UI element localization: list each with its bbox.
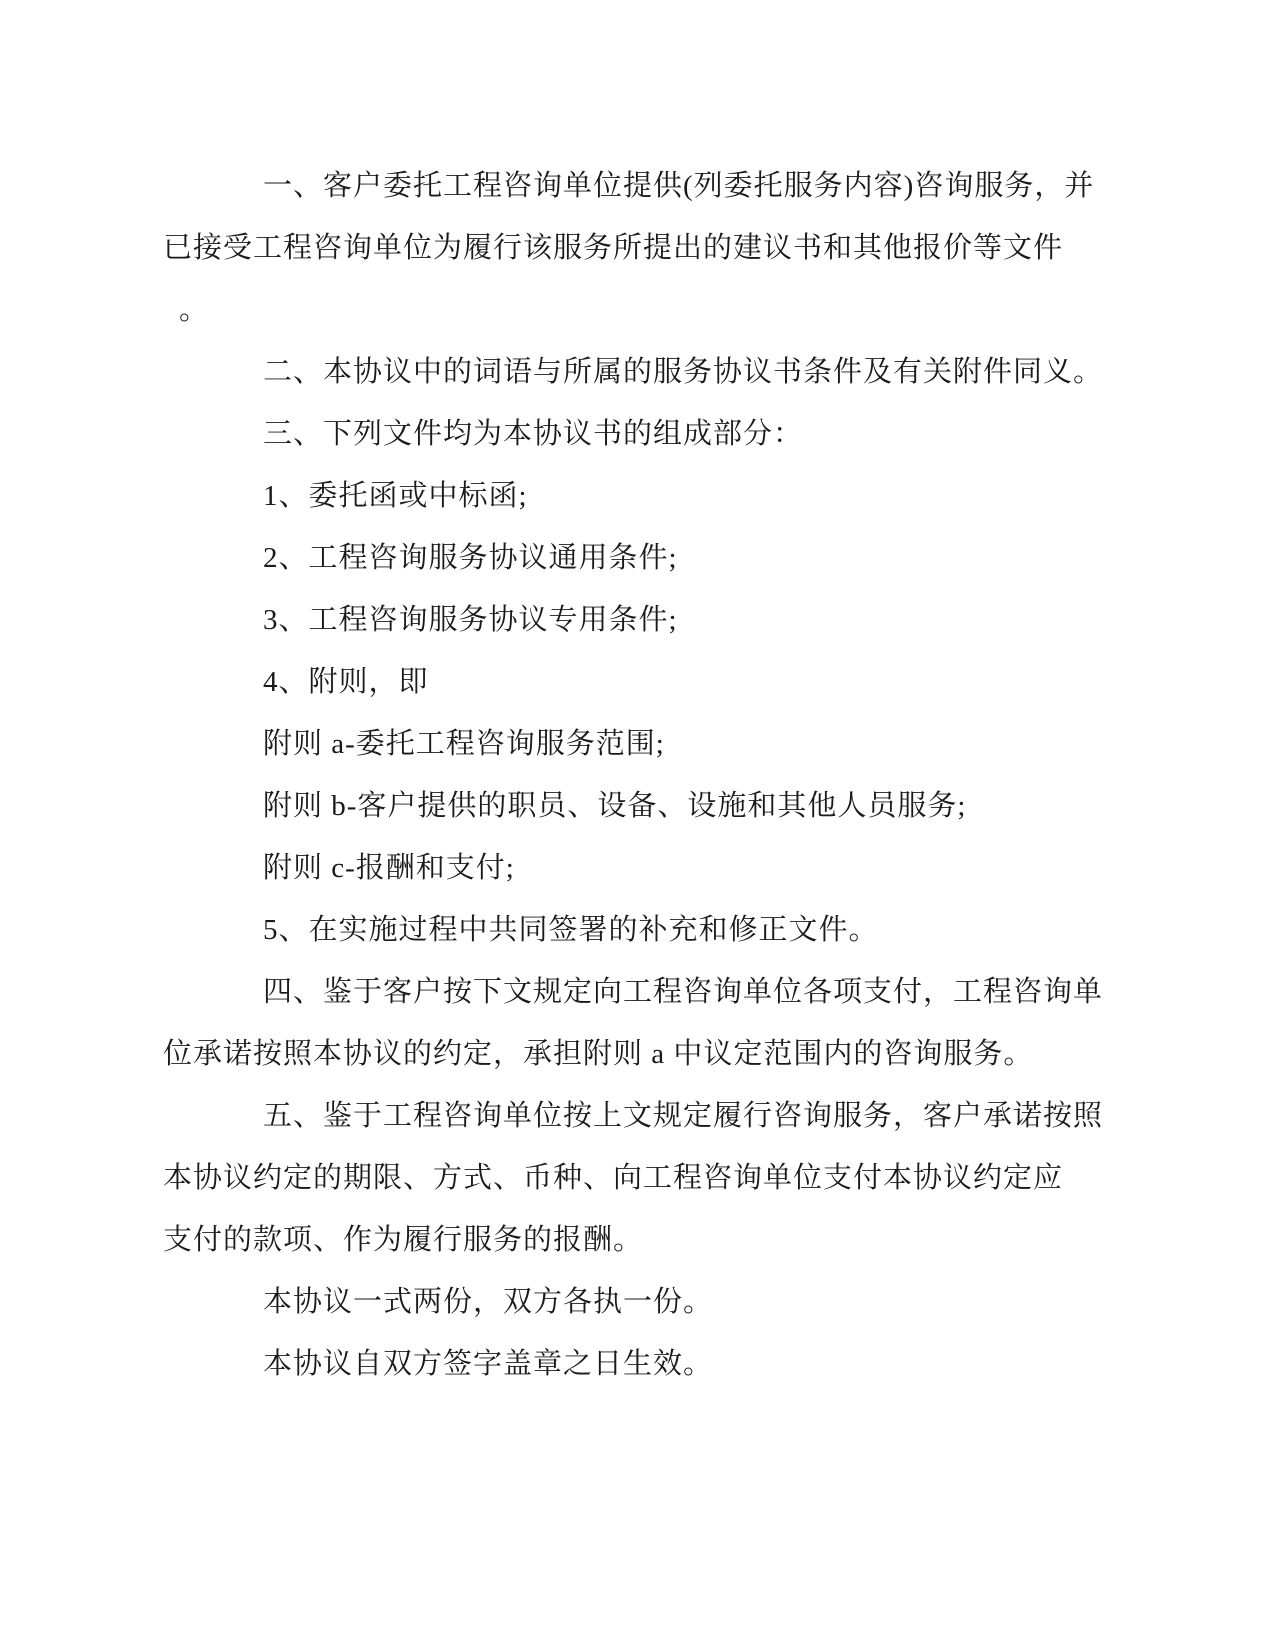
copies-statement-line: 本协议一式两份，双方各执一份。 [263, 1286, 714, 1318]
annex-a-line: 附则 a-委托工程咨询服务范围; [263, 728, 665, 760]
list-item-1: 1、委托函或中标函; [263, 480, 528, 512]
clause-5-continuation-2: 支付的款项、作为履行服务的报酬。 [163, 1224, 644, 1256]
clause-1-continuation: 已接受工程咨询单位为履行该服务所提出的建议书和其他报价等文件 [163, 232, 1064, 264]
clause-5-line: 五、鉴于工程咨询单位按上文规定履行咨询服务，客户承诺按照 [263, 1100, 1104, 1132]
clause-1-line: 一、客户委托工程咨询单位提供(列委托服务内容)咨询服务，并 [263, 170, 1095, 202]
clause-4-line: 四、鉴于客户按下文规定向工程咨询单位各项支付，工程咨询单 [263, 976, 1104, 1008]
annex-b-line: 附则 b-客户提供的职员、设备、设施和其他人员服务; [263, 790, 967, 822]
effective-date-line: 本协议自双方签字盖章之日生效。 [263, 1348, 714, 1380]
list-item-4: 4、附则，即 [263, 666, 429, 698]
annex-c-line: 附则 c-报酬和支付; [263, 852, 515, 884]
list-item-2: 2、工程咨询服务协议通用条件; [263, 542, 678, 574]
clause-1-period: 。 [179, 294, 210, 326]
document-body [163, 155, 1123, 1395]
list-item-5: 5、在实施过程中共同签署的补充和修正文件。 [263, 914, 879, 946]
list-item-3: 3、工程咨询服务协议专用条件; [263, 604, 678, 636]
clause-5-continuation-1: 本协议约定的期限、方式、币种、向工程咨询单位支付本协议约定应 [163, 1162, 1064, 1194]
clause-2-line: 二、本协议中的词语与所属的服务协议书条件及有关附件同义。 [263, 356, 1104, 388]
clause-3-line: 三、下列文件均为本协议书的组成部分： [263, 418, 804, 450]
clause-4-continuation: 位承诺按照本协议的约定，承担附则 a 中议定范围内的咨询服务。 [163, 1038, 1034, 1070]
